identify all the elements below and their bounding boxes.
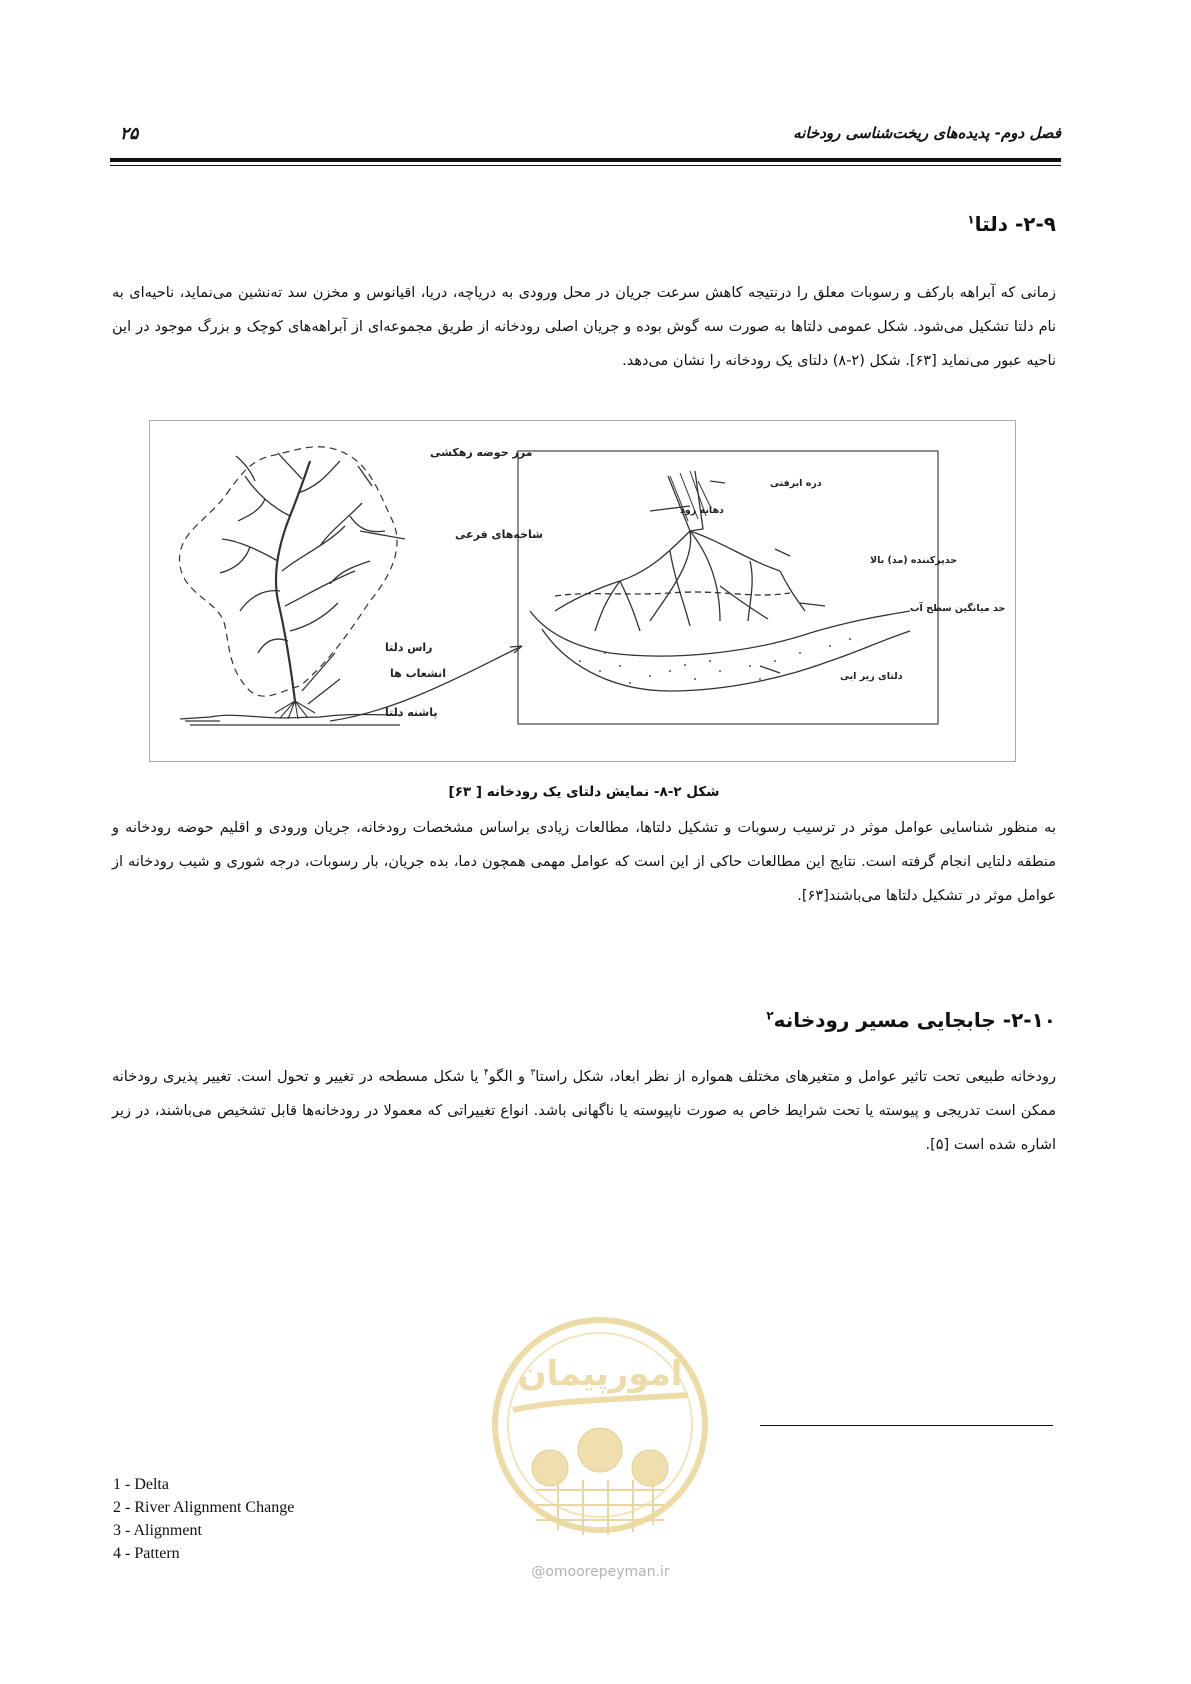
delta-diagram (150, 421, 1015, 761)
label-mean-water-level: حد میانگین سطح آب (910, 603, 1006, 614)
footnote-4: 4 - Pattern (113, 1545, 180, 1562)
running-header (110, 124, 1061, 160)
heading-text: ۲-۹- دلتا (974, 212, 1056, 236)
leader-apex (302, 653, 335, 691)
label-upstream-valley: دره ابرفتی (770, 478, 822, 489)
leader-mean-level (800, 603, 825, 606)
scale-icon (532, 1450, 568, 1486)
footnote-1: 1 - Delta (113, 1476, 169, 1493)
delta-figure (149, 420, 1016, 762)
footnotes (113, 1473, 294, 1565)
paragraph-river-shift (112, 1060, 1056, 1162)
label-subaqueous-delta: دلتای زیر ابی (840, 671, 903, 682)
footnote-2: 2 - River Alignment Change (113, 1499, 295, 1516)
paragraph-text-c: یا شکل مسطحه در تغییر و تحول است. تغییر پذیری رودخانه ممکن است تدریجی و پیوسته یا تحت شرایط خاص به صورت ناپیوسته یا ناگهانی باشد. انواع تغییراتی که معمولا در رودخانه‌ها قابل تشخیص می‌باشند، در زیر اشاره شده است [۵]. (112, 1069, 1056, 1153)
header-rule-thin (110, 165, 1061, 166)
watermark-logo (488, 1300, 713, 1550)
leader-tide (775, 549, 790, 556)
watermark-brand: امورپیمان (517, 1354, 683, 1394)
figure-caption: شکل ۲-۸- نمایش دلتای یک رودخانه [ ۶۳] (448, 784, 720, 800)
paragraph-text-b: و الگو (488, 1069, 531, 1085)
footnote-ref-3: ۳ (530, 1068, 536, 1079)
leader-tributaries (360, 531, 405, 539)
heading-text: ۲-۱۰- جابجایی مسیر رودخانه (773, 1008, 1056, 1032)
watermark-url: @omoorepeyman.ir (531, 1564, 670, 1580)
label-high-tide-limit: حدپرکننده (مد) بالا (870, 555, 958, 566)
label-river-mouth: دهانه رود (680, 505, 724, 516)
footnote-separator (760, 1425, 1053, 1426)
label-distributaries: انشعاب ها (390, 667, 447, 680)
main-river-line (276, 461, 310, 701)
page-number: ۲۵ (120, 124, 139, 144)
inset-box (518, 451, 938, 724)
leader-distributaries (308, 679, 340, 704)
paragraph-text-a: رودخانه طبیعی تحت تاثیر عوامل و متغیرهای مختلف همواره از نظر ابعاد، شکل راستا (535, 1069, 1056, 1085)
section-heading-delta (967, 212, 1056, 236)
watermark (488, 1300, 713, 1600)
paragraph-delta: زمانی که آبراهه بارکف و رسوبات معلق را درنتیجه کاهش سرعت جریان در محل ورودی به دریاچه، دریا، اقیانوس و مخزن سد ته‌نشین می‌نماید، ناحیه‌ای به نام دلتا تشکیل می‌شود. شکل عمومی دلتاها به صورت سه گوش بوده و جریان اصلی رودخانه از طریق مجموعه‌ای از آبراهه‌های کوچک و بزرگ موجود در این ناحیه عبور می‌نماید [۶۳]. شکل (۲-۸) دلتای یک رودخانه را نشان می‌دهد. (112, 285, 1056, 369)
delta-channel (555, 531, 690, 611)
chapter-title: فصل دوم- پدیده‌های ریخت‌شناسی رودخانه (793, 124, 1061, 142)
label-watershed-boundary: مرز حوضه زهکشی (430, 446, 533, 459)
footnote-ref-2: ۲ (766, 1008, 774, 1023)
label-tributaries: شاخه‌های فرعی (455, 528, 543, 541)
footnote-ref-1: ۱ (967, 212, 975, 227)
paragraph-factors: به منظور شناسایی عوامل موثر در ترسیب رسوبات و تشکیل دلتاها، مطالعات زیادی براساس مشخصات رودخانه، جریان ورودی و اقلیم حوضه رودخانه و منطقه دلتایی انجام گرفته است. نتایج این مطالعات حاکی از این است که عوامل مهمی همچون دما، بده جریان، بار رسوبات، درجه شوری و شیب رودخانه از عوامل موثر در تشکیل دلتاها می‌باشند[۶۳]. (112, 820, 1056, 904)
wrench-icon (632, 1450, 668, 1486)
label-delta-apex: راس دلتا (385, 641, 433, 654)
leader-valley (710, 481, 725, 483)
label-delta-heel: پاشنه دلتا (385, 706, 438, 719)
footnote-3: 3 - Alignment (113, 1522, 202, 1539)
gear-icon (578, 1428, 622, 1472)
footnote-ref-4: ۴ (483, 1068, 489, 1079)
leader-subaqueous (760, 666, 780, 673)
section-heading-river-shift (766, 1008, 1056, 1032)
header-rule-thick (110, 158, 1061, 162)
